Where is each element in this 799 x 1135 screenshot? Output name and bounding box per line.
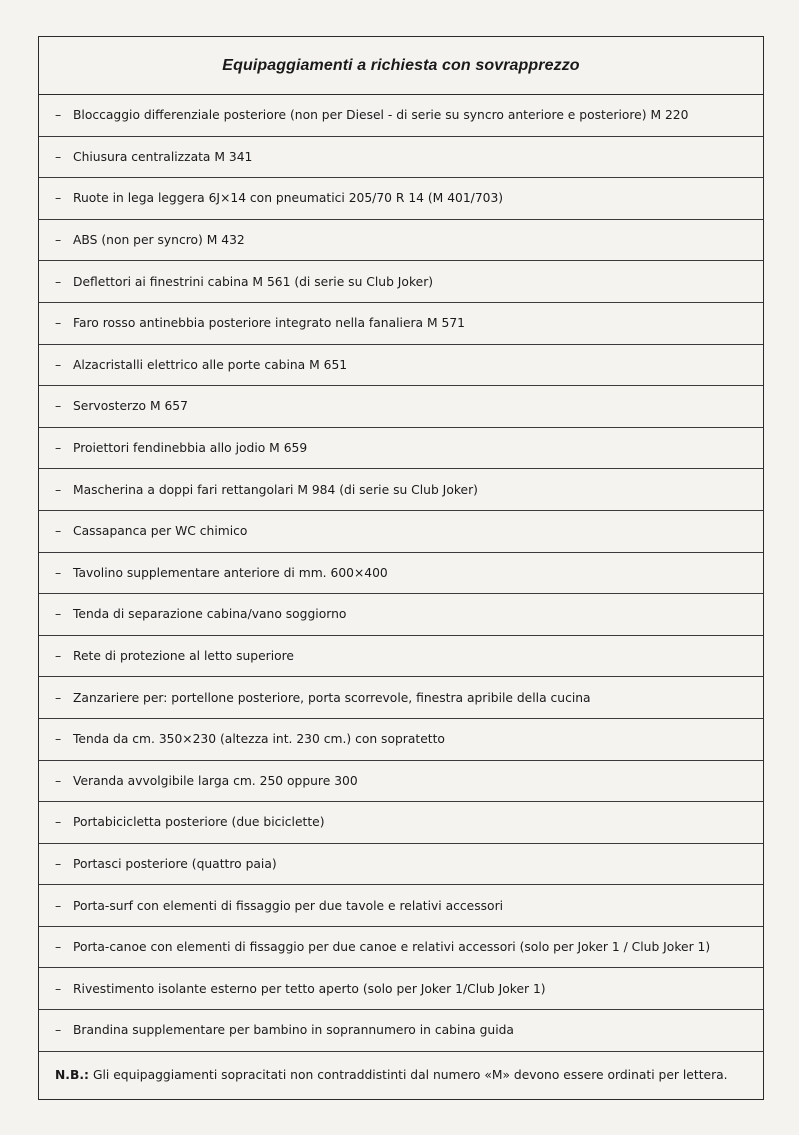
item-text: Veranda avvolgibile larga cm. 250 oppure 300	[73, 773, 358, 788]
equipment-table	[38, 36, 764, 1100]
footnote-text: Gli equipaggiamenti sopracitati non contraddistinti dal numero «M» devono essere ordinati per lettera.	[92, 1068, 728, 1083]
dash-bullet: –	[55, 441, 62, 456]
item-text: Mascherina a doppi fari rettangolari M 984 (di serie su Club Joker)	[73, 482, 478, 497]
list-item	[39, 968, 763, 1010]
list-item	[39, 469, 763, 511]
item-text: Alzacristalli elettrico alle porte cabina M 651	[73, 357, 348, 372]
page-title: Equipaggiamenti a richiesta con sovrapprezzo	[222, 56, 580, 74]
item-text: Tavolino supplementare anteriore di mm. 600×400	[73, 565, 388, 580]
list-item	[39, 345, 763, 387]
dash-bullet: –	[55, 399, 62, 414]
item-text: Proiettori fendinebbia allo jodio M 659	[73, 441, 308, 456]
list-item	[39, 677, 763, 719]
item-text: Portasci posteriore (quattro paia)	[73, 856, 277, 871]
dash-bullet: –	[55, 565, 62, 580]
dash-bullet: –	[55, 649, 62, 664]
item-text: Tenda da cm. 350×230 (altezza int. 230 cm.) con sopratetto	[73, 732, 445, 747]
dash-bullet: –	[55, 482, 62, 497]
item-text: Rete di protezione al letto superiore	[73, 649, 294, 664]
item-text: ABS (non per syncro) M 432	[73, 233, 245, 248]
dash-bullet: –	[55, 940, 62, 955]
item-text: Deflettori ai finestrini cabina M 561 (di serie su Club Joker)	[73, 274, 434, 289]
item-text: Rivestimento isolante esterno per tetto aperto (solo per Joker 1/Club Joker 1)	[73, 981, 546, 996]
dash-bullet: –	[55, 149, 62, 164]
footnote	[39, 1052, 763, 1099]
list-item	[39, 927, 763, 969]
dash-bullet: –	[55, 898, 62, 913]
footnote-label: N.B.:	[55, 1068, 89, 1083]
list-item	[39, 95, 763, 137]
list-item	[39, 1010, 763, 1052]
dash-bullet: –	[55, 607, 62, 622]
item-text: Faro rosso antinebbia posteriore integrato nella fanaliera M 571	[73, 316, 465, 331]
dash-bullet: –	[55, 108, 62, 123]
item-text: Cassapanca per WC chimico	[73, 524, 248, 539]
item-text: Bloccaggio differenziale posteriore (non per Diesel - di serie su syncro anteriore e posteriore) M 220	[73, 108, 689, 123]
list-item	[39, 428, 763, 470]
item-list	[39, 95, 763, 1052]
dash-bullet: –	[55, 732, 62, 747]
item-text: Chiusura centralizzata M 341	[73, 149, 253, 164]
list-item	[39, 594, 763, 636]
item-text: Servosterzo M 657	[73, 399, 188, 414]
list-item	[39, 137, 763, 179]
item-text: Porta-surf con elementi di fissaggio per due tavole e relativi accessori	[73, 898, 504, 913]
list-item	[39, 553, 763, 595]
dash-bullet: –	[55, 274, 62, 289]
list-item	[39, 719, 763, 761]
list-item	[39, 220, 763, 262]
list-item	[39, 261, 763, 303]
list-item	[39, 386, 763, 428]
dash-bullet: –	[55, 773, 62, 788]
list-item	[39, 885, 763, 927]
list-item	[39, 844, 763, 886]
dash-bullet: –	[55, 233, 62, 248]
dash-bullet: –	[55, 524, 62, 539]
dash-bullet: –	[55, 690, 62, 705]
dash-bullet: –	[55, 191, 62, 206]
dash-bullet: –	[55, 1023, 62, 1038]
item-text: Portabicicletta posteriore (due biciclette)	[73, 815, 325, 830]
list-item	[39, 802, 763, 844]
title-row	[39, 37, 763, 95]
item-text: Porta-canoe con elementi di fissaggio per due canoe e relativi accessori (solo per Joker 1 / Club Joker 1)	[73, 940, 711, 955]
dash-bullet: –	[55, 316, 62, 331]
dash-bullet: –	[55, 357, 62, 372]
item-text: Ruote in lega leggera 6J×14 con pneumatici 205/70 R 14 (M 401/703)	[73, 191, 504, 206]
item-text: Brandina supplementare per bambino in soprannumero in cabina guida	[73, 1023, 514, 1038]
list-item	[39, 178, 763, 220]
list-item	[39, 303, 763, 345]
list-item	[39, 511, 763, 553]
dash-bullet: –	[55, 981, 62, 996]
dash-bullet: –	[55, 815, 62, 830]
item-text: Tenda di separazione cabina/vano soggiorno	[73, 607, 347, 622]
dash-bullet: –	[55, 856, 62, 871]
item-text: Zanzariere per: portellone posteriore, porta scorrevole, finestra apribile della cucina	[73, 690, 591, 705]
list-item	[39, 761, 763, 803]
list-item	[39, 636, 763, 678]
